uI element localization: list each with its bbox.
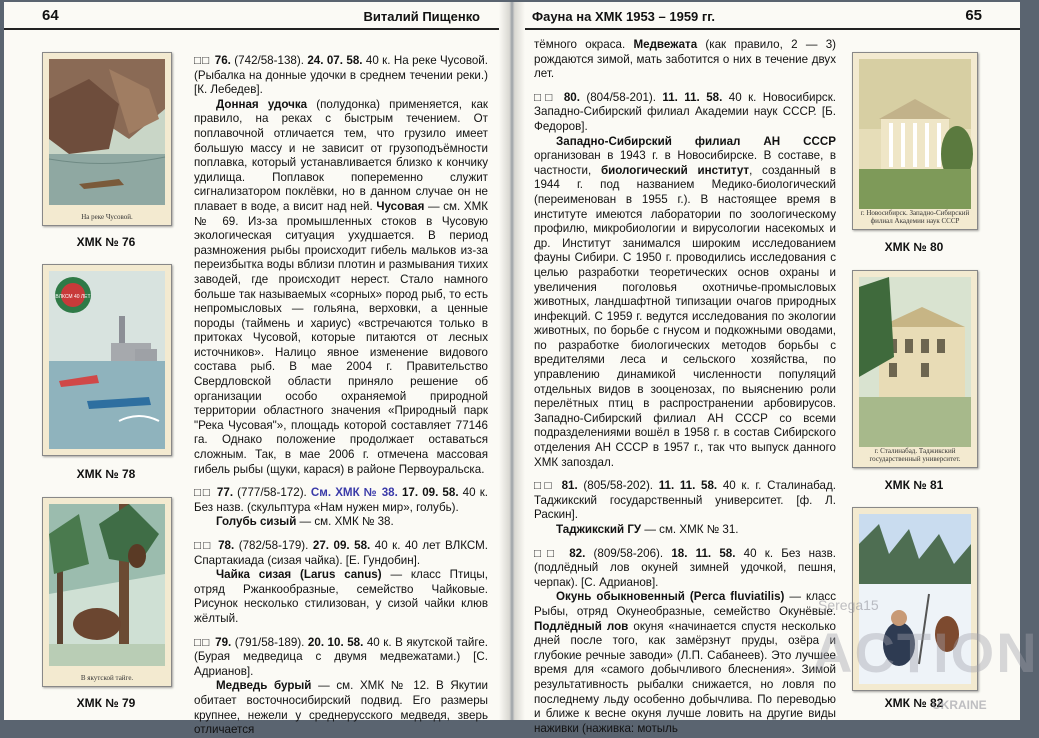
entry-79-body: Медведь бурый — см. ХМК № 12. В Якутии обитает восточносибирский подвид. Его размеры крупнее, нежели у среднерусского медведя, зверь отличается — [194, 679, 488, 737]
stamp-79-caption: В якутской тайге. — [80, 674, 134, 682]
stamp-81-caption: г. Сталинабад. Таджикский государственный университет. — [869, 447, 961, 463]
entry-80-body: Западно-Сибирский филиал АН СССР организован в 1943 г. в Новосибирске. В составе, в частности, биологический институт, созданный в 1944 г. под названием Медико-биологический (переименован в 1955 г.). В настоящее время в институте имеются лаборатории по зоологическому профилю, микробиологии и вирусологии насекомых и др. Институт занимался широким исследованием фауны Сибири. С 1950 г. проводились исследования с целью разработки теоретических основ охраны и увеличения поголовья охотничье-промысловых животных, ландшафтной типизации очагов природных инфекций. С 1959 г. ведутся исследования по экологии животных, по борьбе с гнусом и подкожными оводами, по разработке биологических методов борьбы с вредителями леса и сельского хозяйства, по управлению динамикой численности популяций отдельных видов в зооценозах, по выяснению роли перелётных птиц в распространении арбовирусов. Западно-Сибирский филиал АН СССР со всеми подразделениями вошёл в 1958 г. в состав Сибирского отделения АН СССР в 1957 г., так что выпуск данного ХМК запоздал. — [534, 134, 836, 469]
crossref-link[interactable]: См. ХМК № 38. — [310, 486, 398, 500]
watermark-brand: ACTION — [812, 621, 1039, 684]
left-page — [4, 2, 510, 737]
stamp-80-image — [859, 59, 971, 209]
stamp-82-label: ХМК № 82 — [884, 696, 944, 710]
stamp-76-label: ХМК № 76 — [76, 235, 136, 249]
right-page-header — [512, 2, 1020, 30]
entry-78-body: Чайка сизая (Larus canus) — класс Птицы, отряд Ржанкообразные, семейство Чайковые. Рисунок несколько стилизован, у сизой чайки клюв жёлтый. — [194, 568, 488, 625]
running-head-right: Фауна на ХМК 1953 – 1959 гг. — [532, 9, 716, 24]
page-number-left: 64 — [42, 7, 59, 24]
stamp-76 — [42, 52, 172, 226]
entry-77-body: Голубь сизый — см. ХМК № 38. — [216, 515, 394, 529]
book-gutter — [499, 2, 525, 720]
stamp-76-image — [49, 59, 165, 205]
watermark-user: Serega15 — [818, 597, 879, 613]
entry-81-body: Таджикский ГУ — см. ХМК № 31. — [556, 523, 739, 536]
entry-78: □□ 78. (782/58-179). 27. 09. 58. 40 к. 40 лет ВЛКСМ. Спартакиада (сизая чайка). [Е. Гундобин]. Чайка сизая (Larus canus) — класс Птицы, отряд Ржанкообразные, семейство Чайковые. Рисунок несколько стилизован, у сизой чайки клюв жёлтый. — [194, 539, 488, 625]
stamp-79 — [42, 497, 172, 687]
entry-80: □□ 80. (804/58-201). 11. 11. 58. 40 к. Новосибирск. Западно-Сибирский филиал Академии наук СССР. [Б. Федоров]. Западно-Сибирский филиал АН СССР организован в 1943 г. в Новосибирске. В составе, в частности, биологический институт, созданный в 1944 г. под названием Медико-биологический (переименован в 1955 г.). В настоящее время в институте имеются лаборатории по зоологическому профилю, микробиологии и вирусологии насекомых и др. Институт занимался широким исследованием фауны Сибири. С 1950 г. проводились исследования с целью разработки теоретических основ охраны и увеличения поголовья охотничье-промысловых животных, ландшафтной типизации очагов природных инфекций. С 1959 г. ведутся исследования по экологии животных, по борьбе с гнусом и подкожными оводами, по разработке биологических методов борьбы с вредителями леса и сельского хозяйства, по управлению динамикой численности популяций отдельных видов в зооценозах, по выяснению роли перелётных птиц в распространении арбовирусов. Западно-Сибирский филиал АН СССР со всеми подразделениями вошёл в 1958 г. в состав Сибирского отделения АН СССР в 1957 г., так что выпуск данного ХМК запоздал. — [534, 90, 837, 469]
stamp-81 — [852, 270, 978, 468]
stamp-79-label: ХМК № 79 — [76, 696, 136, 710]
book-spread — [4, 2, 1039, 737]
stamp-81-label: ХМК № 81 — [884, 478, 944, 492]
stamp-80-label: ХМК № 80 — [884, 240, 944, 254]
watermark-sub: UKRAINE — [932, 698, 987, 712]
entry-81: □□ 81. (805/58-202). 11. 11. 58. 40 к. г. Сталинабад. Таджикский государственный университет. [ф. Л. Раскин]. Таджикский ГУ — см. ХМК № 31. — [534, 479, 836, 536]
left-page-header — [4, 2, 510, 30]
running-head-left: Виталий Пищенко — [363, 9, 480, 24]
stamp-78-image — [49, 271, 165, 449]
left-text-column — [194, 54, 488, 738]
entry-79: □□ 79. (791/58-189). 20. 10. 58. 40 к. В якутской тайге. (Бурая медведица с двумя медвежатами.) [С. Адрианов]. Медведь бурый — см. ХМК № 12. В Якутии обитает восточносибирский подвид. Его размеры крупнее, нежели у среднерусского медведя, зверь отличается — [194, 635, 488, 737]
stamp-78-badge: ВЛКСМ 40 ЛЕТ — [55, 294, 91, 300]
continuation-79: тёмного окраса. Медвежата (как правило, 2 — 3) рождаются зимой, мать заботится о них в течение двух лет. — [534, 38, 837, 81]
entry-76: □□ 76. (742/58-138). 24. 07. 58. 40 к. На реке Чусовой. (Рыбалка на донные удочки в среднем течении реки.) [К. Лебедев]. Донная удочка (полудонка) применяется, как правило, на реках с быстрым течением. От поплавочной отличается тем, что грузило имеет большую массу и не зависит от грузоподъёмности поплавка, который устанавливается близко к кончику удилища. Поплавок попеременно служит сигнализатором поклёвки, но в данном случае он не плавает в воде, а висит над ней. Чусовая — см. ХМК № 69. Из-за промышленных стоков в Чусовую экологическая ситуация ухудшается. В период размножения рыбы происходит гибель мальков из-за переизбытка воды вблизи плотин и размывания тихих заводей, где происходит нерест. Стало намного больше так называемых «сорных» пород рыб, то есть непромысловых — гольяна, верховки, а ценные породы (таймень и хариус) «встречаются только в притоках Чусовой, которые питаются от лесных источников». Налицо явное изменение видового состава рыб. В мае 2004 г. Правительство Свердловской области приняло решение об организации особо охраняемой природной территории областного значения «Природный парк "Река Чусовая"», площадь которой составляет 77146 га. Однако положение продолжает оставаться сложным. Так, в мае 2006 г. отмечена массовая гибель рыбы (щуки, карася) в районе Первоуральска. — [194, 54, 488, 476]
page-number-right: 65 — [965, 7, 982, 24]
stamp-80 — [852, 52, 978, 230]
entry-82: □□ 82. (809/58-206). 18. 11. 58. 40 к. Без назв. (подлёдный лов окуней зимней удочкой, пешня, черпак). [С. Адрианов]. Окунь обыкновенный (Perca fluviatilis) — класс Рыбы, отряд Окунеобразные, семейство Окунёвые. Подлёдный лов окуня «начинается спустя несколько дней после того, как замёрзнут пруды, озёра и глубокие речные заводи» (Л.П. Сабанеев). Это лучшее время для «самого добычливого блеснения». Зимой результативность рыбалки снижается, но ловля по последнему льду особенно добычлива. По переводью и ближе к весне окуня лучше ловить на другие виды наживки (наживка: мотыль — [534, 546, 837, 735]
right-text-column — [534, 38, 836, 736]
stamp-80-caption: г. Новосибирск. Западно-Сибирский филиал Академии наук СССР — [860, 209, 970, 225]
stamp-79-image — [49, 504, 165, 666]
stamp-78 — [42, 264, 172, 456]
entry-77: □□ 77. (777/58-172). См. ХМК № 38. 17. 09. 58. 40 к. Без назв. (скульптура «Нам нужен мир», голубь). Голубь сизый — см. ХМК № 38. — [194, 486, 488, 529]
stamp-78-label: ХМК № 78 — [76, 467, 136, 481]
entry-82-body: Окунь обыкновенный (Perca fluviatilis) — класс Рыбы, отряд Окунеобразные, семейство Окунёвые. Подлёдный лов окуня «начинается спустя несколько дней после того, как замёрзнут пруды, озёра и глубокие речные заводи» (Л.П. Сабанеев). Это лучшее время для «самого добычливого блеснения». Зимой результативность рыбалки снижается, но ловля по последнему льду особенно добычлива. По переводью и ближе к весне окуня лучше ловить на другие виды наживки (наживка: мотыль — [534, 590, 837, 735]
right-page — [512, 2, 1039, 735]
entry-76-body: Донная удочка (полудонка) применяется, как правило, на реках с быстрым течением. От поплавочной отличается тем, что грузило имеет большую массу и не зависит от грузоподъёмности поплавка, который устанавливается близко к кончику удилища. Поплавок попеременно служит сигнализатором поклёвки, но в данном случае он не плавает в воде, а висит над ней. Чусовая — см. ХМК № 69. Из-за промышленных стоков в Чусовую экологическая ситуация ухудшается. В период размножения рыбы происходит гибель мальков из-за переизбытка воды вблизи плотин и размывания тихих заводей, где происходит нерест. Стало намного больше так называемых «сорных» пород рыб, то есть непромысловых — гольяна, верховки, а ценные породы (таймень и хариус) «встречаются только в притоках Чусовой, которые питаются от лесных источников». Налицо явное изменение видового состава рыб. В мае 2004 г. Правительство Свердловской области приняло решение об организации особо охраняемой природной территории областного значения «Природный парк "Река Чусовая"», площадь которой составляет 77146 га. Однако положение продолжает оставаться сложным. Так, в мае 2006 г. отмечена массовая гибель рыбы (щуки, карася) в районе Первоуральска. — [194, 97, 488, 476]
stamp-76-caption: На реке Чусовой. — [81, 213, 133, 221]
stamp-81-image — [859, 277, 971, 447]
